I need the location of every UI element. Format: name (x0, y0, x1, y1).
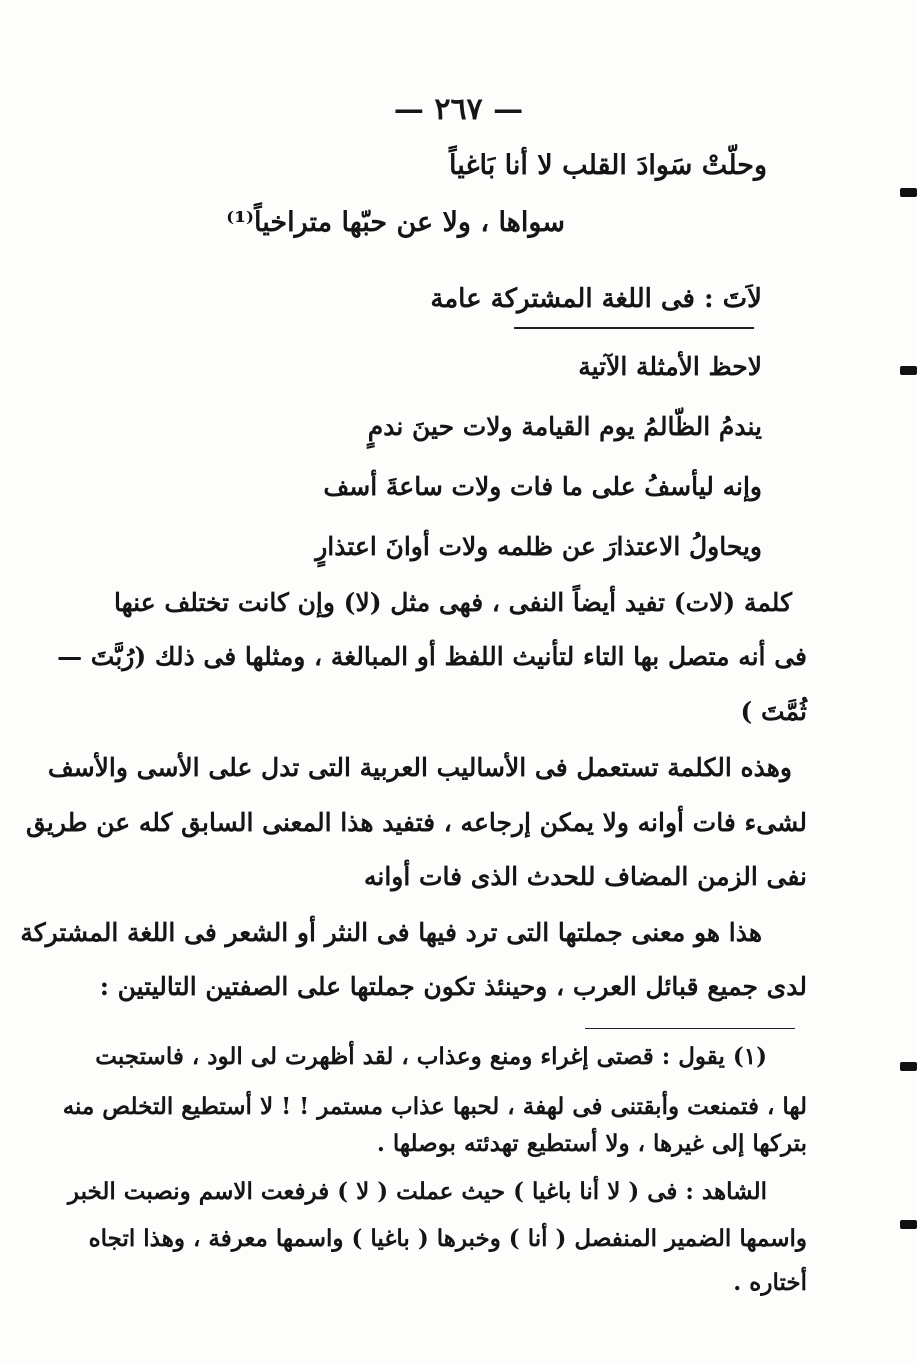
footnote-line-2: لها ، فتمنعت وأبقتنى فى لهفة ، لحبها عذاب مستمر ! ! لا أستطيع التخلص منه (62, 1093, 807, 1120)
poem-line-1: وحلّتْ سَوادَ القلب لا أنا بَاغياً (449, 150, 767, 181)
paragraph-2-line-1: وهذه الكلمة تستعمل فى الأساليب العربية التى تدل على الأسى والأسف (47, 753, 792, 782)
heading-underline (514, 327, 754, 329)
paragraph-1-line-3: ثُمَّتَ ) (740, 697, 807, 726)
footnote-line-6: أختاره . (733, 1269, 807, 1296)
margin-mark (900, 366, 917, 375)
margin-mark (900, 1220, 917, 1229)
margin-mark (900, 188, 917, 197)
example-3: ويحاولُ الاعتذارَ عن ظلمه ولات أوانَ اعتذارٍ (315, 532, 762, 561)
example-1: يندمُ الظّالمُ يوم القيامة ولات حينَ ندمٍ (367, 412, 762, 441)
paragraph-1-line-1: كلمة (لات) تفيد أيضاً النفى ، فهى مثل (لا) وإن كانت تختلف عنها (114, 588, 792, 617)
example-2: وإنه ليأسفُ على ما فات ولات ساعةَ أسف (323, 472, 762, 501)
paragraph-3-line-1: هذا هو معنى جملتها التى ترد فيها فى النثر أو الشعر فى اللغة المشتركة (20, 918, 762, 947)
footnote-line-4: الشاهد : فى ( لا أنا باغيا ) حيث عملت ( لا ) فرفعت الاسم ونصبت الخبر (67, 1178, 767, 1205)
paragraph-2-line-2: لشىء فات أوانه ولا يمكن إرجاعه ، فتفيد هذا المعنى السابق كله عن طريق (26, 808, 807, 837)
section-heading: لاَتَ : فى اللغة المشتركة عامة (430, 284, 762, 314)
poem-line-2: سواها ، ولا عن حبّها متراخياً⁽¹⁾ (226, 207, 565, 238)
margin-mark (900, 1062, 917, 1071)
footnote-line-1: (١) يقول : قصتى إغراء ومنع وعذاب ، لقد أظهرت لى الود ، فاستجبت (95, 1043, 767, 1070)
intro-text: لاحظ الأمثلة الآتية (578, 352, 762, 381)
page-number: — ٢٦٧ — (393, 92, 524, 127)
footnote-line-5: واسمها الضمير المنفصل ( أنا ) وخبرها ( باغيا ) واسمها معرفة ، وهذا اتجاه (88, 1225, 807, 1252)
paragraph-1-line-2: فى أنه متصل بها التاء لتأنيث اللفظ أو المبالغة ، ومثلها فى ذلك (رُبَّتَ — (57, 642, 807, 671)
footnote-separator (585, 1028, 795, 1029)
paragraph-3-line-2: لدى جميع قبائل العرب ، وحينئذ تكون جملتها على الصفتين التاليتين : (99, 972, 807, 1001)
paragraph-2-line-3: نفى الزمن المضاف للحدث الذى فات أوانه (363, 862, 807, 891)
footnote-line-3: بتركها إلى غيرها ، ولا أستطيع تهدئته بوصلها . (376, 1130, 807, 1157)
